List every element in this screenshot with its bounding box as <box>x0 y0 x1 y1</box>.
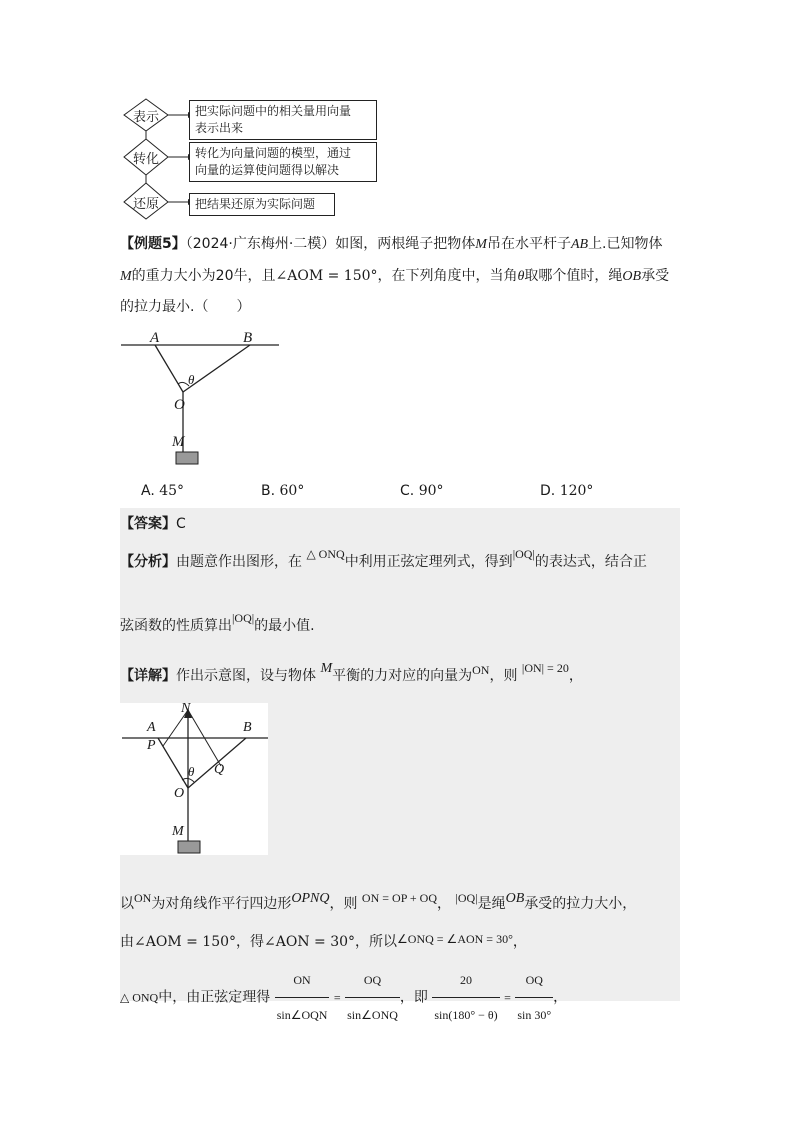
detail-magnitude: |ON| = 20 <box>521 661 569 675</box>
option-c-letter: C. <box>400 483 415 499</box>
example-text-1a: 如图，两根绳子把物体 <box>335 236 476 252</box>
fig2-label-p: P <box>147 738 156 753</box>
example-text-1b: 吊在水平杆子 <box>486 236 571 252</box>
flow-step-label-1: 表示 <box>132 109 159 125</box>
line1-vector-equation: ON = OP + OQ <box>361 891 438 905</box>
fig2-label-o: O <box>174 786 185 801</box>
fraction-3-num: 20 <box>432 963 499 998</box>
example-angle-condition: ∠AOM = 150° <box>275 268 378 284</box>
option-b-letter: B. <box>261 483 276 499</box>
flow-step-box-3 <box>189 193 335 216</box>
detail-text-d: ， <box>568 668 583 684</box>
option-d[interactable] <box>540 483 593 499</box>
flow-step-text-1b: 表示出来 <box>195 121 244 135</box>
line1-opnq: OPNQ <box>291 891 330 906</box>
analysis-line-2 <box>120 611 315 635</box>
analysis-text-d: 弦函数的性质算出 <box>120 618 232 634</box>
option-a-letter: A. <box>141 483 155 499</box>
flow-step-box-1 <box>189 100 377 140</box>
line1-var-ob: OB <box>505 891 525 906</box>
fraction-oq-over-sin30 <box>515 963 553 1032</box>
option-c-value: 90° <box>418 483 444 499</box>
example-tag: 【例题5】 <box>120 236 186 252</box>
detail-var-m: M <box>320 661 333 676</box>
fig1-label-theta: θ <box>188 372 195 387</box>
line1-text-b: 为对角线作平行四边形 <box>151 896 292 912</box>
line3-text-a: 中，由正弦定理得 <box>158 989 271 1006</box>
fraction-4-num: OQ <box>515 963 553 998</box>
fig2-label-n: N <box>181 701 191 716</box>
analysis-triangle: △ ONQ <box>306 547 345 561</box>
fig2-label-q: Q <box>214 762 225 777</box>
fraction-1-num: ON <box>275 963 330 998</box>
line1-text-f: 承受的拉力大小， <box>524 896 637 912</box>
flow-step-box-2 <box>189 142 377 182</box>
fraction-1-den: sin∠OQN <box>276 1008 328 1022</box>
flow-step-text-1a: 把实际问题中的相关量用向量 <box>195 104 352 118</box>
fig2-label-b: B <box>243 720 252 735</box>
analysis-vector-oq: |OQ| <box>512 547 535 561</box>
example-source: （2024·广东梅州·二模） <box>185 236 336 252</box>
detail-line-1 <box>120 661 583 686</box>
line3-text-b: ，即 <box>399 989 428 1006</box>
analysis-text-c: 的表达式，结合正 <box>534 554 647 570</box>
detail-line-3 <box>120 933 527 951</box>
detail-text-c: ，则 <box>489 668 518 684</box>
line1-vector-oq: |OQ| <box>455 891 478 905</box>
fraction-20-over-sin <box>432 963 499 1032</box>
example-var-ab: AB <box>570 237 589 252</box>
detail-text-b: 平衡的力对应的向量为 <box>332 668 473 684</box>
flow-step-text-2b: 向量的运算使问题得以解决 <box>195 163 340 177</box>
line1-text-a: 以 <box>120 896 134 912</box>
weight-block <box>176 452 198 464</box>
flow-step-label-2: 转化 <box>132 151 159 167</box>
line2-text-c: ，所以 <box>355 934 398 950</box>
option-d-letter: D. <box>540 483 556 499</box>
option-c[interactable] <box>400 483 444 499</box>
line1-vector-on: ON <box>134 891 152 905</box>
example-line-2 <box>120 267 669 286</box>
example-var-theta: θ <box>517 269 525 284</box>
answer-line <box>120 515 186 533</box>
example-line-3 <box>120 298 250 316</box>
flow-step-text-2a: 转化为向量问题的模型，通过 <box>195 146 352 160</box>
example-text-1c: 上.已知物体 <box>588 236 663 252</box>
detail-vector-on: ON <box>472 663 490 677</box>
example-var-m-2: M <box>120 269 132 284</box>
fig2-label-a: A <box>147 720 156 735</box>
line1-text-e: 是绳 <box>477 896 506 912</box>
equals-sign-2: = <box>504 990 511 1005</box>
detail-line-2 <box>120 891 637 914</box>
fraction-2-den: sin∠ONQ <box>347 1008 398 1022</box>
fraction-on-over-sin-oqn <box>275 963 330 1032</box>
fig2-label-m: M <box>172 824 184 839</box>
line2-eq-onq: ∠ONQ = ∠AON = 30° <box>397 932 513 946</box>
equals-sign-1: = <box>333 990 341 1005</box>
analysis-text-a: 由题意作出图形，在 <box>176 554 302 570</box>
flow-step-text-3a: 把结果还原为实际问题 <box>195 197 316 211</box>
example-line-1 <box>120 235 663 254</box>
example-text-2c: 取哪个值时，绳 <box>524 268 623 284</box>
example-var-m: M <box>475 237 487 252</box>
fig2-label-theta: θ <box>188 764 195 779</box>
fig1-label-o: O <box>174 397 185 413</box>
option-a-value: 45° <box>159 483 185 499</box>
answer-value: C <box>176 516 186 532</box>
line2-eq-aom: ∠AOM = 150° <box>134 934 237 950</box>
example-text-2d: 承受 <box>641 268 670 284</box>
line2-text-a: 由 <box>120 934 134 950</box>
example-text-2b: ，在下列角度中，当角 <box>377 268 518 284</box>
fig1-label-a: A <box>150 330 160 346</box>
line1-text-c: ，则 <box>329 896 358 912</box>
example-var-ob: OB <box>622 269 642 284</box>
flow-step-label-3: 还原 <box>132 196 159 212</box>
analysis-line-1 <box>120 547 647 571</box>
example-text-3: 的拉力最小.（ ） <box>120 299 251 315</box>
line2-text-d: ， <box>512 934 527 950</box>
fraction-4-den: sin 30° <box>517 1008 552 1022</box>
line2-eq-aon: ∠AON = 30° <box>264 934 356 950</box>
fig1-label-m: M <box>172 434 185 450</box>
detail-tag: 【详解】 <box>120 668 176 684</box>
analysis-text-e: 的最小值. <box>254 618 315 634</box>
figure-rope-diagram <box>115 330 285 470</box>
line3-triangle: △ ONQ <box>120 990 159 1005</box>
example-text-2a: 的重力大小为20牛，且 <box>131 268 276 284</box>
analysis-text-b: 中利用正弦定理列式，得到 <box>344 554 513 570</box>
detail-text-a: 作出示意图，设与物体 <box>176 668 316 684</box>
weight-block-2 <box>178 841 200 853</box>
fig1-label-b: B <box>243 330 253 346</box>
option-b-value: 60° <box>279 483 305 499</box>
line3-text-c: ， <box>553 989 568 1006</box>
analysis-tag: 【分析】 <box>120 554 176 570</box>
line1-text-d: ， <box>437 896 452 912</box>
fraction-3-den: sin(180° − θ) <box>434 1008 498 1022</box>
fraction-2-num: OQ <box>345 963 400 998</box>
line2-text-b: ，得 <box>236 934 265 950</box>
answer-tag: 【答案】 <box>120 516 176 532</box>
analysis-vector-oq-2: |OQ| <box>232 611 255 625</box>
fraction-oq-over-sin-onq <box>345 963 400 1032</box>
option-b[interactable] <box>261 483 304 499</box>
option-a[interactable] <box>141 483 184 499</box>
option-d-value: 120° <box>559 483 594 499</box>
